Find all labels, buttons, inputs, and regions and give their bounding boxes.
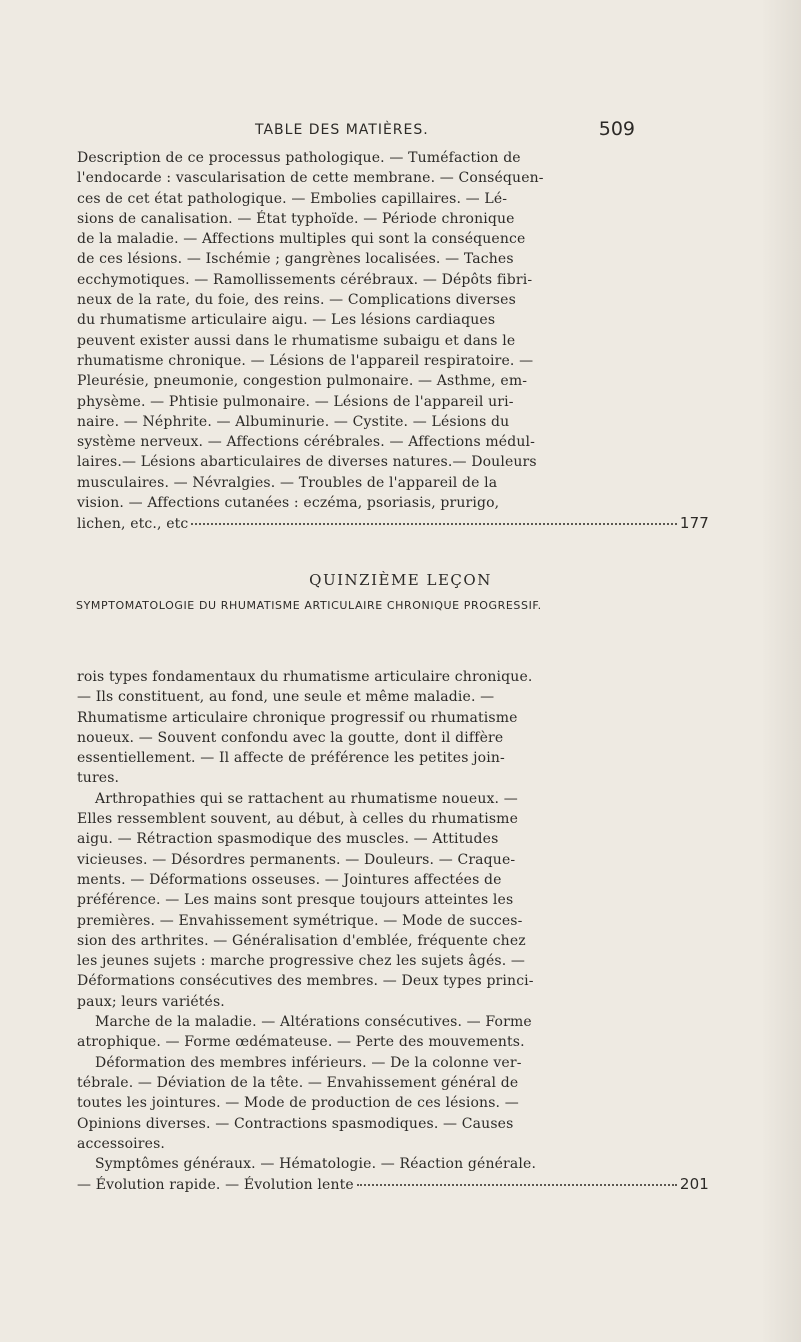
entry-last-line: lichen, etc., etc	[77, 516, 189, 533]
toc-leader-row	[77, 513, 709, 533]
entry-page-number: 201	[679, 1175, 709, 1194]
entry-line: laires.— Lésions abarticulaires de diverses natures.— Douleurs	[77, 454, 537, 471]
entry-line: vision. — Affections cutanées : eczéma, psoriasis, prurigo,	[77, 495, 500, 512]
entry-line: sion des arthrites. — Généralisation d'emblée, fréquente chez	[77, 932, 526, 949]
lesson-subtitle: SYMPTOMATOLOGIE DU RHUMATISME ARTICULAIRE CHRONIQUE PROGRESSIF.	[76, 599, 542, 612]
entry-line: accessoires.	[77, 1135, 166, 1152]
entry-line: de ces lésions. — Ischémie ; gangrènes localisées. — Taches	[77, 251, 514, 268]
entry-line: de la maladie. — Affections multiples qui sont la conséquence	[77, 231, 526, 248]
entry-line: atrophique. — Forme œdémateuse. — Perte des mouvements.	[77, 1034, 525, 1051]
entry-last-line: — Évolution rapide. — Évolution lente	[77, 1177, 354, 1194]
entry-line: du rhumatisme articulaire aigu. — Les lésions cardiaques	[77, 312, 496, 329]
entry-line: Déformations consécutives des membres. — Deux types princi-	[77, 973, 534, 990]
entry-line: Description de ce processus pathologique. — Tuméfaction de	[77, 150, 521, 166]
entry-line: l'endocarde : vascularisation de cette membrane. — Conséquen-	[77, 170, 544, 187]
entry-line: ces de cet état pathologique. — Embolies capillaires. — Lé-	[77, 190, 508, 207]
entry-line: Marche de la maladie. — Altérations consécutives. — Forme	[95, 1014, 532, 1031]
toc-entry-lesson-14	[77, 148, 709, 534]
page-number: 509	[598, 118, 635, 140]
entry-line: Opinions diverses. — Contractions spasmodiques. — Causes	[77, 1115, 514, 1132]
entry-line: premières. — Envahissement symétrique. — Mode de succes-	[77, 912, 523, 929]
entry-line: Pleurésie, pneumonie, congestion pulmonaire. — Asthme, em-	[77, 373, 528, 390]
entry-line: ecchymotiques. — Ramollissements cérébraux. — Dépôts fibri-	[77, 271, 533, 288]
entry-page-number: 177	[679, 514, 709, 533]
dot-leader	[191, 513, 676, 525]
entry-line: ments. — Déformations osseuses. — Jointures affectées de	[77, 871, 502, 888]
entry-line: système nerveux. — Affections cérébrales. — Affections médul-	[77, 434, 536, 451]
entry-line: physème. — Phtisie pulmonaire. — Lésions de l'appareil uri-	[77, 393, 514, 410]
running-header	[255, 118, 635, 142]
entry-line: essentiellement. — Il affecte de préférence les petites join-	[77, 750, 505, 767]
entry-line: neux de la rate, du foie, des reins. — Complications diverses	[77, 292, 516, 309]
entry-line: musculaires. — Névralgies. — Troubles de l'appareil de la	[77, 474, 498, 491]
entry-line: rhumatisme chronique. — Lésions de l'appareil respiratoire. —	[77, 352, 534, 369]
entry-line: sions de canalisation. — État typhoïde. — Période chronique	[77, 210, 515, 227]
toc-entry-lesson-15	[77, 667, 709, 1195]
entry-line: préférence. — Les mains sont presque toujours atteintes les	[77, 892, 514, 909]
entry-line: naire. — Néphrite. — Albuminurie. — Cystite. — Lésions du	[77, 413, 510, 430]
entry-line: aigu. — Rétraction spasmodique des muscles. — Attitudes	[77, 831, 499, 848]
dot-leader	[357, 1174, 677, 1186]
entry-line: Déformation des membres inférieurs. — De la colonne ver-	[95, 1054, 522, 1071]
entry-line: Rhumatisme articulaire chronique progressif ou rhumatisme	[77, 709, 518, 726]
entry-line: Symptômes généraux. — Hématologie. — Réaction générale.	[95, 1156, 537, 1173]
entry-line: Elles ressemblent souvent, au début, à celles du rhumatisme	[77, 811, 519, 828]
entry-line: — Ils constituent, au fond, une seule et même maladie. —	[77, 689, 495, 706]
entry-line: toutes les jointures. — Mode de production de ces lésions. —	[77, 1095, 519, 1112]
lesson-title: QUINZIÈME LEÇON	[309, 571, 492, 589]
entry-line: noueux. — Souvent confondu avec la goutte, dont il diffère	[77, 729, 504, 746]
entry-line: tures.	[77, 770, 120, 787]
entry-line: rois types fondamentaux du rhumatisme articulaire chronique.	[77, 669, 533, 685]
entry-line: les jeunes sujets : marche progressive chez les sujets âgés. —	[77, 953, 526, 970]
entry-line: Arthropathies qui se rattachent au rhumatisme noueux. —	[95, 790, 518, 807]
entry-line: vicieuses. — Désordres permanents. — Douleurs. — Craque-	[77, 851, 516, 868]
toc-leader-row	[77, 1174, 709, 1194]
entry-line: peuvent exister aussi dans le rhumatisme subaigu et dans le	[77, 332, 516, 349]
entry-line: tébrale. — Déviation de la tête. — Envahissement général de	[77, 1074, 519, 1091]
page-edge-shadow	[761, 0, 801, 1342]
header-title: TABLE DES MATIÈRES.	[255, 122, 429, 138]
entry-line: paux; leurs variétés.	[77, 993, 225, 1010]
